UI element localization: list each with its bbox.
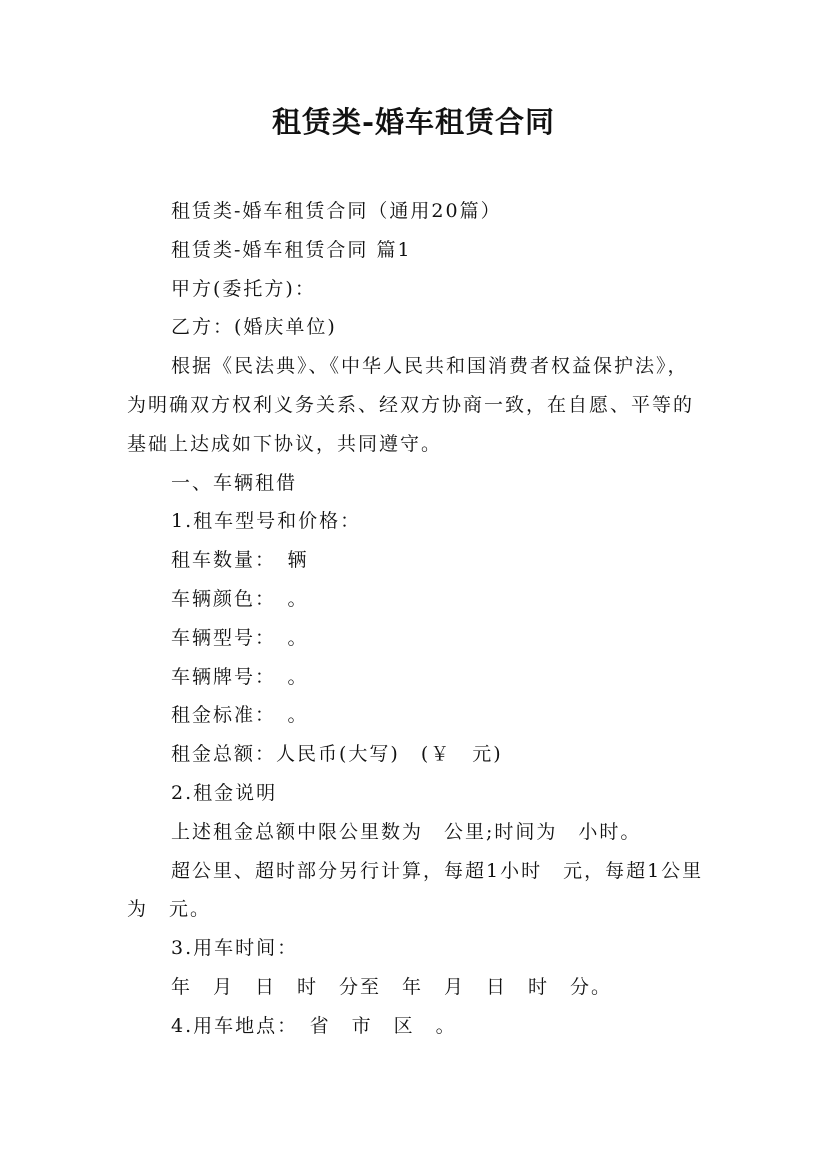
paragraph-clause-1-heading: 一、车辆租借 — [171, 471, 298, 494]
paragraph-section-heading: 租赁类-婚车租赁合同 篇1 — [171, 238, 412, 261]
paragraph-plate: 车辆牌号： 。 — [171, 665, 309, 688]
paragraph-usage-location: 4.用车地点： 省 市 区 。 — [171, 1014, 457, 1037]
paragraph-subtitle: 租赁类-婚车租赁合同（通用20篇） — [171, 200, 502, 222]
paragraph-usage-time-heading: 3.用车时间： — [171, 937, 299, 960]
paragraph-rate: 租金标准： 。 — [171, 704, 309, 727]
document-body — [127, 192, 707, 1046]
paragraph-total: 租金总额：人民币(大写) (￥ 元) — [171, 743, 503, 766]
paragraph-rent-note-heading: 2.租金说明 — [171, 781, 278, 804]
paragraph-party-b: 乙方：(婚庆单位) — [171, 316, 337, 339]
paragraph-model-price: 1.租车型号和价格： — [171, 510, 362, 533]
paragraph-preamble: 根据《民法典》、《中华人民共和国消费者权益保护法》，为明确双方权利义务关系、经双方协商一致，在自愿、平等的基础上达成如下协议，共同遵守。 — [127, 355, 695, 455]
paragraph-model: 车辆型号： 。 — [171, 626, 309, 649]
document-title: 租赁类-婚车租赁合同 — [271, 105, 556, 139]
paragraph-overtime: 超公里、超时部分另行计算，每超1小时 元，每超1公里为 元。 — [127, 859, 704, 921]
paragraph-party-a: 甲方(委托方)： — [171, 277, 316, 300]
paragraph-color: 车辆颜色： 。 — [171, 587, 309, 610]
paragraph-quantity: 租车数量： 辆 — [171, 549, 309, 572]
paragraph-usage-time: 年 月 日 时 分至 年 月 日 时 分。 — [171, 975, 613, 998]
paragraph-mileage-limit: 上述租金总额中限公里数为 公里;时间为 小时。 — [171, 820, 642, 843]
